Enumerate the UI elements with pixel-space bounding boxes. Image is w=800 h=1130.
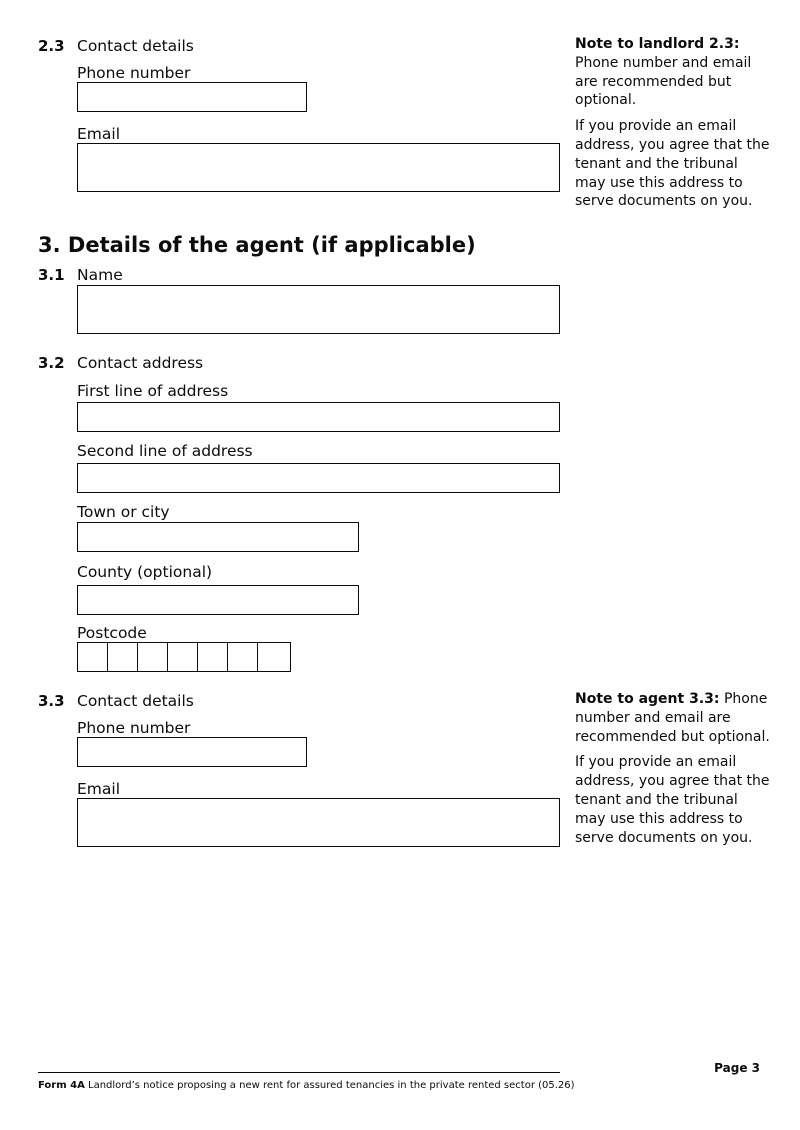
section-3-2-number: 3.2 <box>38 354 65 372</box>
note-landlord-p1: Phone number and email are recommended but optional. <box>575 54 752 109</box>
agent-name-field[interactable] <box>77 285 560 334</box>
section-3-3-title: Contact details <box>77 692 194 710</box>
footer-divider <box>38 1072 560 1073</box>
postcode-field[interactable] <box>77 642 291 672</box>
note-landlord-heading: Note to landlord 2.3: <box>575 36 740 52</box>
postcode-cell[interactable] <box>138 643 168 671</box>
note-to-agent <box>575 690 770 854</box>
email-label: Email <box>77 125 121 143</box>
postcode-label: Postcode <box>77 624 147 642</box>
postcode-cell[interactable] <box>108 643 138 671</box>
section-3-heading: 3. Details of the agent (if applicable) <box>38 233 476 257</box>
note-agent-heading: Note to agent 3.3: <box>575 691 720 707</box>
address-line-1-label: First line of address <box>77 382 229 400</box>
landlord-email-field[interactable] <box>77 143 560 192</box>
section-2-3-number: 2.3 <box>38 37 65 55</box>
town-label: Town or city <box>77 503 170 521</box>
town-field[interactable] <box>77 522 359 552</box>
note-agent-p1: Phone number and email are recommended but optional. <box>575 691 770 745</box>
postcode-cell[interactable] <box>78 643 108 671</box>
section-2-3-title: Contact details <box>77 37 194 55</box>
county-label: County (optional) <box>77 563 213 581</box>
landlord-phone-field[interactable] <box>77 82 307 112</box>
name-label: Name <box>77 266 123 284</box>
note-landlord-p2: If you provide an email address, you agree that the tenant and the tribunal may use this address to serve documents on you. <box>575 118 770 210</box>
form-description: Landlord’s notice proposing a new rent for assured tenancies in the private rented sector (05.26) <box>88 1080 575 1091</box>
postcode-cell[interactable] <box>198 643 228 671</box>
postcode-cell[interactable] <box>228 643 258 671</box>
form-id: Form 4A <box>38 1080 85 1091</box>
contact-address-title: Contact address <box>77 354 204 372</box>
agent-email-label: Email <box>77 780 121 798</box>
footer-text <box>38 1079 578 1092</box>
postcode-cell[interactable] <box>168 643 198 671</box>
note-to-landlord <box>575 35 770 218</box>
section-3-1-number: 3.1 <box>38 266 65 284</box>
postcode-cell[interactable] <box>258 643 288 671</box>
note-agent-p2: If you provide an email address, you agree that the tenant and the tribunal may use this address to serve documents on you. <box>575 754 770 846</box>
agent-email-field[interactable] <box>77 798 560 847</box>
phone-label: Phone number <box>77 64 191 82</box>
page-number: Page 3 <box>714 1061 760 1075</box>
address-line-1-field[interactable] <box>77 402 560 432</box>
agent-phone-label: Phone number <box>77 719 191 737</box>
section-3-3-number: 3.3 <box>38 692 65 710</box>
address-line-2-label: Second line of address <box>77 442 253 460</box>
county-field[interactable] <box>77 585 359 615</box>
address-line-2-field[interactable] <box>77 463 560 493</box>
agent-phone-field[interactable] <box>77 737 307 767</box>
